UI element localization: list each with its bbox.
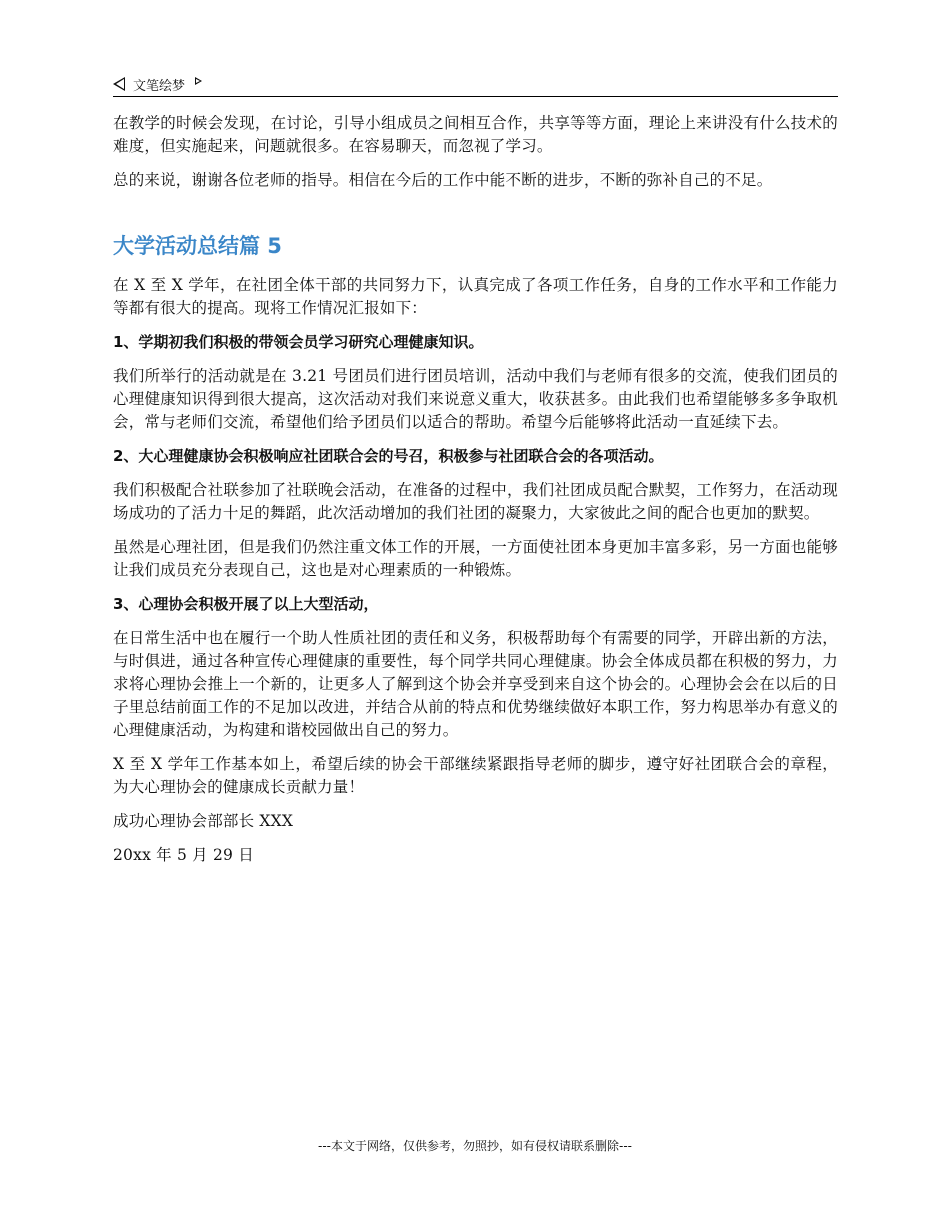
item-text-2a: 我们积极配合社联参加了社联晚会活动，在准备的过程中，我们社团成员配合默契，工作努力，在活动现场成功的了活力十足的舞蹈，此次活动增加的我们社团的凝聚力，大家彼此之间的配合也更加的默契。 [113, 481, 838, 522]
section-intro: 在 X 至 X 学年，在社团全体干部的共同努力下，认真完成了各项工作任务，自身的工作水平和工作能力等都有很大的提高。现将工作情况汇报如下： [113, 276, 838, 317]
section-title: 大学活动总结篇 5 [113, 234, 282, 258]
item-text-2b: 虽然是心理社团，但是我们仍然注重文体工作的开展，一方面使社团本身更加丰富多彩，另一方面也能够让我们成员充分表现自己，这也是对心理素质的一种锻炼。 [113, 538, 838, 579]
triangle-right-icon [195, 77, 202, 85]
header-brand: 文笔绘梦 [133, 78, 186, 94]
item-heading-3: 3、心理协会积极开展了以上大型活动， [113, 595, 379, 613]
signature: 成功心理协会部部长 XXX [113, 812, 294, 830]
page-header [113, 72, 838, 97]
date: 20xx 年 5 月 29 日 [113, 846, 254, 864]
item-heading-2: 2、大心理健康协会积极响应社团联合会的号召，积极参与社团联合会的各项活动。 [113, 447, 664, 465]
document-body [113, 112, 838, 878]
paragraph: 总的来说，谢谢各位老师的指导。相信在今后的工作中能不断的进步，不断的弥补自己的不足。 [113, 171, 773, 189]
item-text-3: 在日常生活中也在履行一个助人性质社团的责任和义务，积极帮助每个有需要的同学，开辟出新的方法，与时俱进，通过各种宣传心理健康的重要性，每个同学共同心理健康。协会全体成员都在积极的努力，力求将心理协会推上一个新的，让更多人了解到这个协会并享受到来自这个协会的。心理协会会在以后的日子里总结前面工作的不足加以改进，并结合从前的特点和优势继续做好本职工作，努力构思举办有意义的心理健康活动，为构建和谐校园做出自己的努力。 [113, 629, 838, 739]
item-text-1: 我们所举行的活动就是在 3.21 号团员们进行团员培训，活动中我们与老师有很多的交流，使我们团员的心理健康知识得到很大提高，这次活动对我们来说意义重大，收获甚多。由此我们也希望能够多多争取机会，常与老师们交流，希望他们给予团员们以适合的帮助。希望今后能够将此活动一直延续下去。 [113, 367, 838, 431]
item-heading-1: 1、学期初我们积极的带领会员学习研究心理健康知识。 [113, 333, 484, 351]
paragraph: 在教学的时候会发现，在讨论，引导小组成员之间相互合作，共享等等方面，理论上来讲没有什么技术的难度，但实施起来，问题就很多。在容易聊天，而忽视了学习。 [113, 114, 838, 155]
closing-paragraph: X 至 X 学年工作基本如上，希望后续的协会干部继续紧跟指导老师的脚步，遵守好社团联合会的章程，为大心理协会的健康成长贡献力量！ [113, 755, 838, 796]
footer-disclaimer: ---本文于网络，仅供参考，勿照抄，如有侵权请联系删除--- [318, 1139, 632, 1153]
triangle-left-icon [113, 77, 125, 91]
